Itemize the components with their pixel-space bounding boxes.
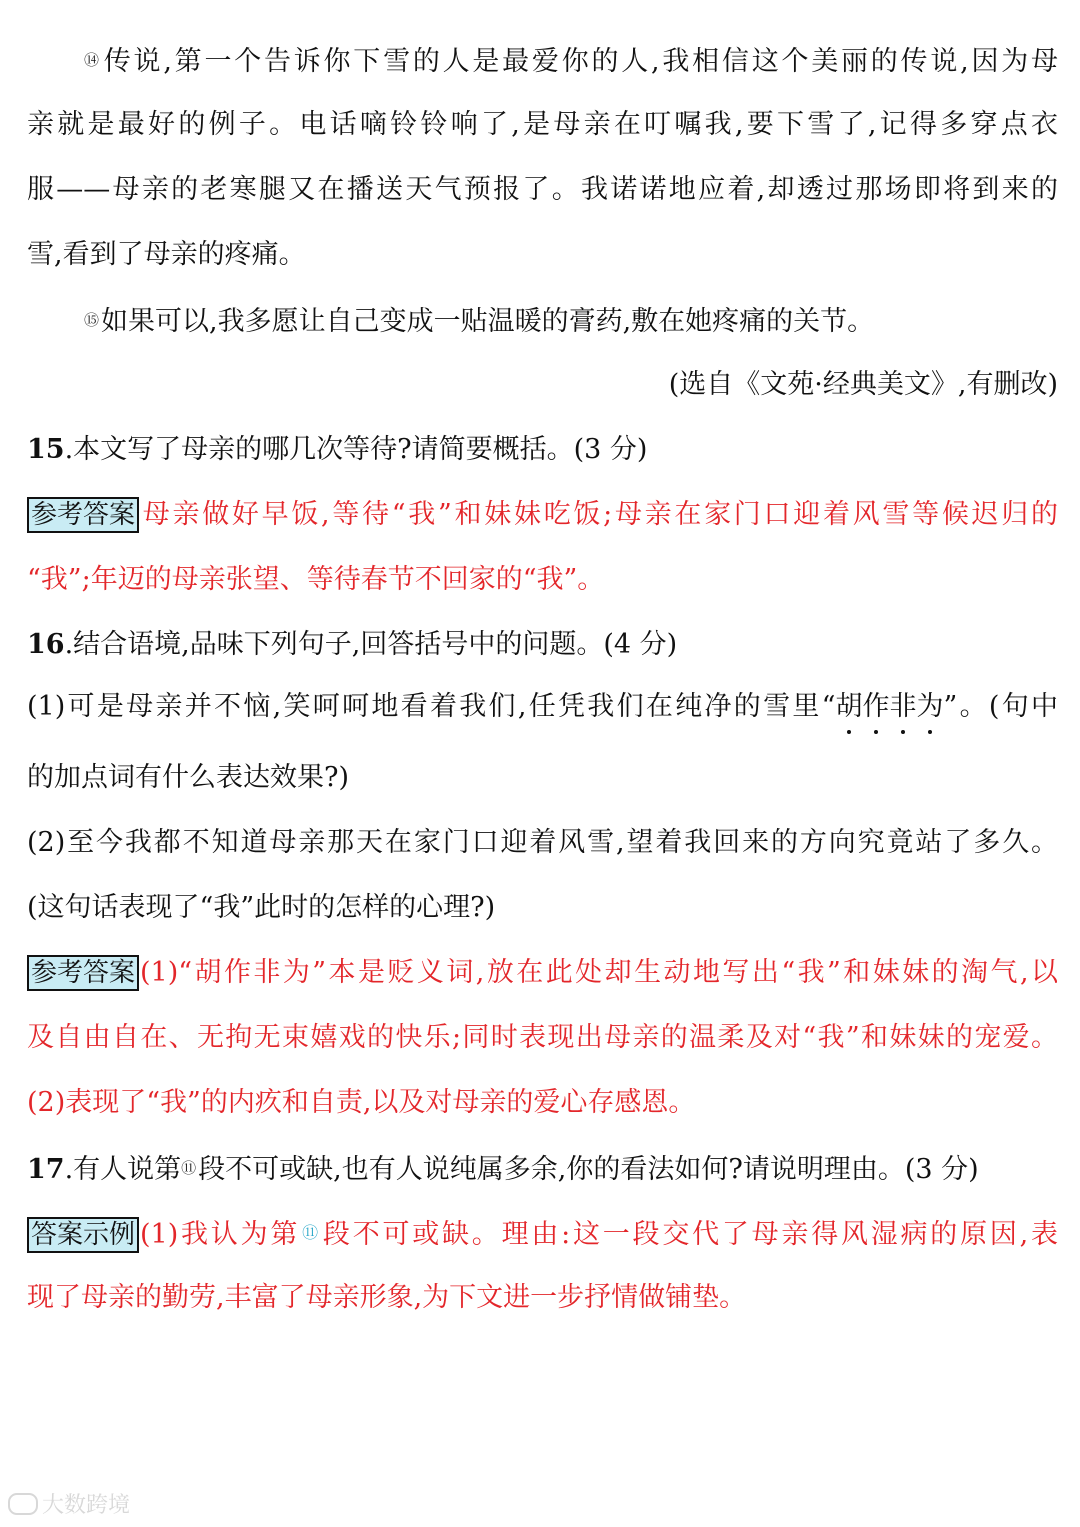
question-number: 16: [27, 629, 65, 660]
question-16: 16.结合语境,品味下列句子,回答括号中的问题。(4 分): [27, 629, 678, 660]
example-answer-tag: 答案示例: [27, 1217, 139, 1253]
dotted-word-char: 非: [889, 689, 916, 725]
answer-15-line2: “我”;年迈的母亲张望、等待春节不回家的“我”。: [27, 564, 605, 595]
passage-p14-line4: 雪,看到了母亲的疼痛。: [27, 239, 306, 270]
question-number: 17: [27, 1154, 65, 1185]
question-number: 15: [27, 434, 65, 465]
question-16-sentence1-line1: (1)可是母亲并不恼,笑呵呵地看着我们,任凭我们在纯净的雪里“胡作非为”。(句中: [27, 689, 1058, 725]
paragraph-number-11-highlight: ⑪: [302, 1223, 321, 1242]
reference-answer-tag: 参考答案: [27, 497, 139, 533]
passage-source: (选自《文苑·经典美文》,有删改): [668, 369, 1058, 400]
reference-answer-tag: 参考答案: [27, 955, 139, 991]
dotted-word-char: 胡: [835, 689, 862, 725]
answer-17-line2: 现了母亲的勤劳,丰富了母亲形象,为下文进一步抒情做铺垫。: [27, 1282, 747, 1313]
watermark-logo-icon: [8, 1493, 38, 1515]
answer-16-line2: 及自由自在、无拘无束嬉戏的快乐;同时表现出母亲的温柔及对“我”和妹妹的宠爱。: [27, 1022, 1058, 1053]
paragraph-number-11: ⑪: [181, 1159, 197, 1177]
question-16-sentence2-line2: (这句话表现了“我”此时的怎样的心理?): [27, 892, 496, 923]
question-16-sentence2-line1: (2)至今我都不知道母亲那天在家门口迎着风雪,望着我回来的方向究竟站了多久。: [27, 827, 1058, 858]
passage-p14-line1: ⑭传说,第一个告诉你下雪的人是最爱你的人,我相信这个美丽的传说,因为母: [84, 46, 1058, 77]
dotted-word-char: 作: [862, 689, 889, 725]
watermark: 大数跨境: [8, 1488, 130, 1519]
question-16-sentence1-line2: 的加点词有什么表达效果?): [27, 762, 350, 793]
passage-p14-line2: 亲就是最好的例子。电话嘀铃铃响了,是母亲在叮嘱我,要下雪了,记得多穿点衣: [27, 109, 1058, 140]
answer-16-line3: (2)表现了“我”的内疚和自责,以及对母亲的爱心存感恩。: [27, 1087, 696, 1118]
question-15: 15.本文写了母亲的哪几次等待?请简要概括。(3 分): [27, 434, 648, 465]
paragraph-number-14: ⑭: [84, 51, 102, 69]
answer-15-line1: 参考答案 母亲做好早饭,等待“我”和妹妹吃饭;母亲在家门口迎着风雪等候迟归的: [27, 497, 1058, 533]
answer-16-line1: 参考答案 (1)“胡作非为”本是贬义词,放在此处却生动地写出“我”和妹妹的淘气,以: [27, 955, 1058, 991]
paragraph-number-15: ⑮: [84, 311, 100, 329]
passage-p15: ⑮如果可以,我多愿让自己变成一贴温暖的膏药,敷在她疼痛的关节。: [84, 306, 875, 337]
answer-17-line1: 答案示例 (1)我认为第 ⑪段不可或缺。理由:这一段交代了母亲得风湿病的原因,表: [27, 1215, 1058, 1253]
dotted-word-char: 为: [916, 689, 943, 725]
passage-p14-line3: 服——母亲的老寒腿又在播送天气预报了。我诺诺地应着,却透过那场即将到来的: [27, 174, 1058, 205]
question-17: 17.有人说第⑪段不可或缺,也有人说纯属多余,你的看法如何?请说明理由。(3 分): [27, 1154, 979, 1185]
